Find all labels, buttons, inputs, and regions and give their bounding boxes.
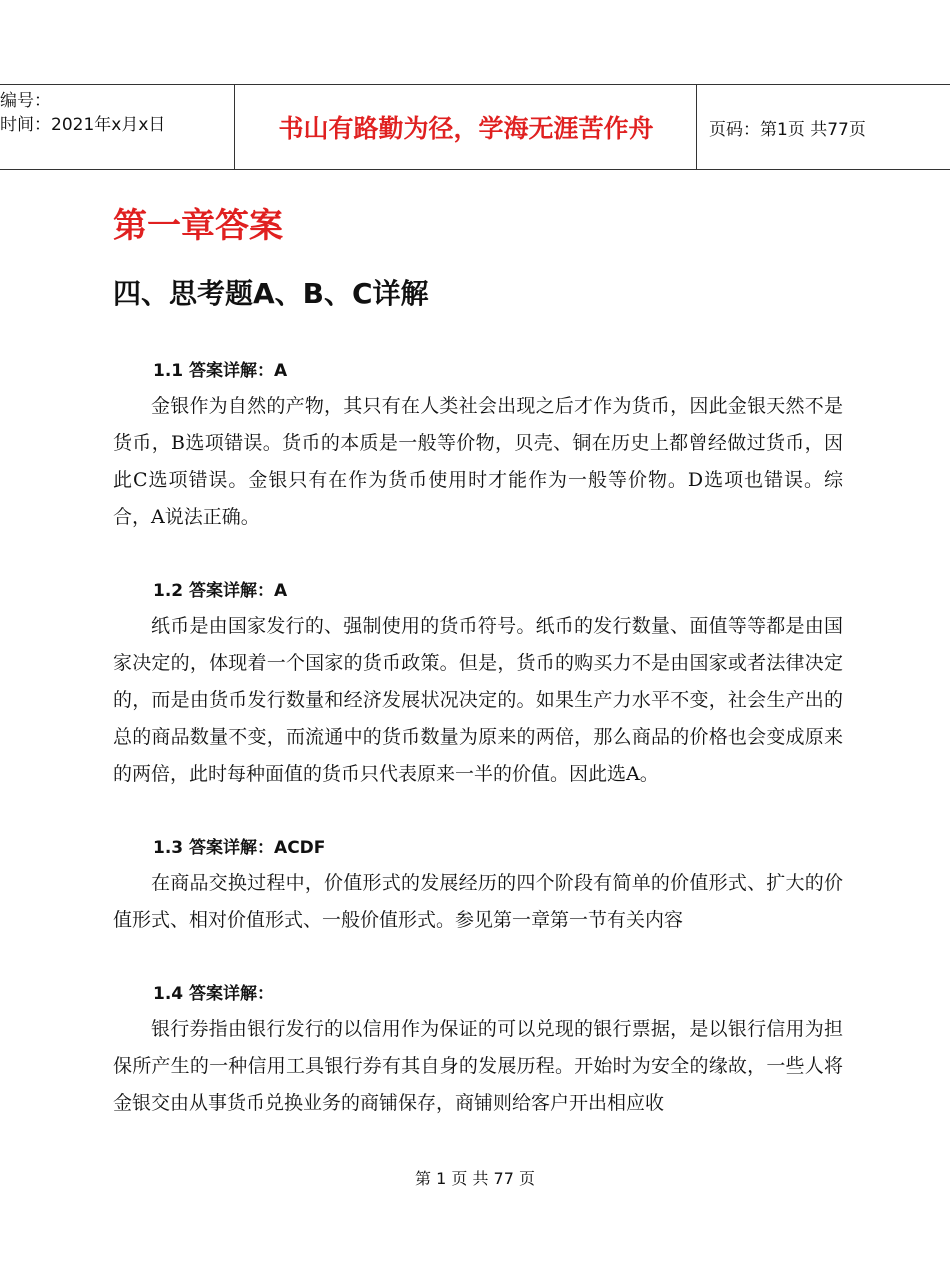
question-title: 1.3 答案详解：ACDF [153,838,326,858]
question-block [113,831,843,939]
question-answer: 银行券指由银行发行的以信用作为保证的可以兑现的银行票据，是以银行信用为担保所产生的一种信用工具银行券有其自身的发展历程。开始时为安全的缘故，一些人将金银交由从事货币兑换业务的商铺保存，商铺则给客户开出相应收 [113,1018,843,1114]
question-answer: 在商品交换过程中，价值形式的发展经历的四个阶段有简单的价值形式、扩大的价值形式、相对价值形式、一般价值形式。参见第一章第一节有关内容 [113,872,843,931]
header-meta [0,85,235,169]
page-footer: 第 1 页 共 77 页 [415,1169,535,1188]
question-title: 1.1 答案详解：A [153,361,288,381]
question-block [113,977,843,1122]
document-body [113,196,843,1160]
chapter-title: 第一章答案 [113,206,283,246]
question-block [113,574,843,793]
number-label: 编号： [0,91,51,111]
question-answer: 金银作为自然的产物，其只有在人类社会出现之后才作为货币，因此金银天然不是货币，B选项错误。货币的本质是一般等价物，贝壳、铜在历史上都曾经做过货币，因此C选项错误。金银只有在作为货币使用时才能作为一般等价物。D选项也错误。综合，A说法正确。 [113,395,843,528]
question-title: 1.4 答案详解： [153,984,275,1004]
header-page-info: 页码：第1页 共77页 [709,119,866,140]
question-title: 1.2 答案详解：A [153,581,288,601]
time-label: 时间：2021年x月x日 [0,115,166,135]
question-block [113,354,843,536]
header-motto: 书山有路勤为径，学海无涯苦作舟 [236,85,697,169]
document-header [0,84,950,170]
question-answer: 纸币是由国家发行的、强制使用的货币符号。纸币的发行数量、面值等等都是由国家决定的，体现着一个国家的货币政策。但是，货币的购买力不是由国家或者法律决定的，而是由货币发行数量和经济发展状况决定的。如果生产力水平不变，社会生产出的总的商品数量不变，而流通中的货币数量为原来的两倍，那么商品的价格也会变成原来的两倍，此时每种面值的货币只代表原来一半的价值。因此选A。 [113,615,843,785]
section-title: 四、思考题A、B、C详解 [113,277,429,310]
